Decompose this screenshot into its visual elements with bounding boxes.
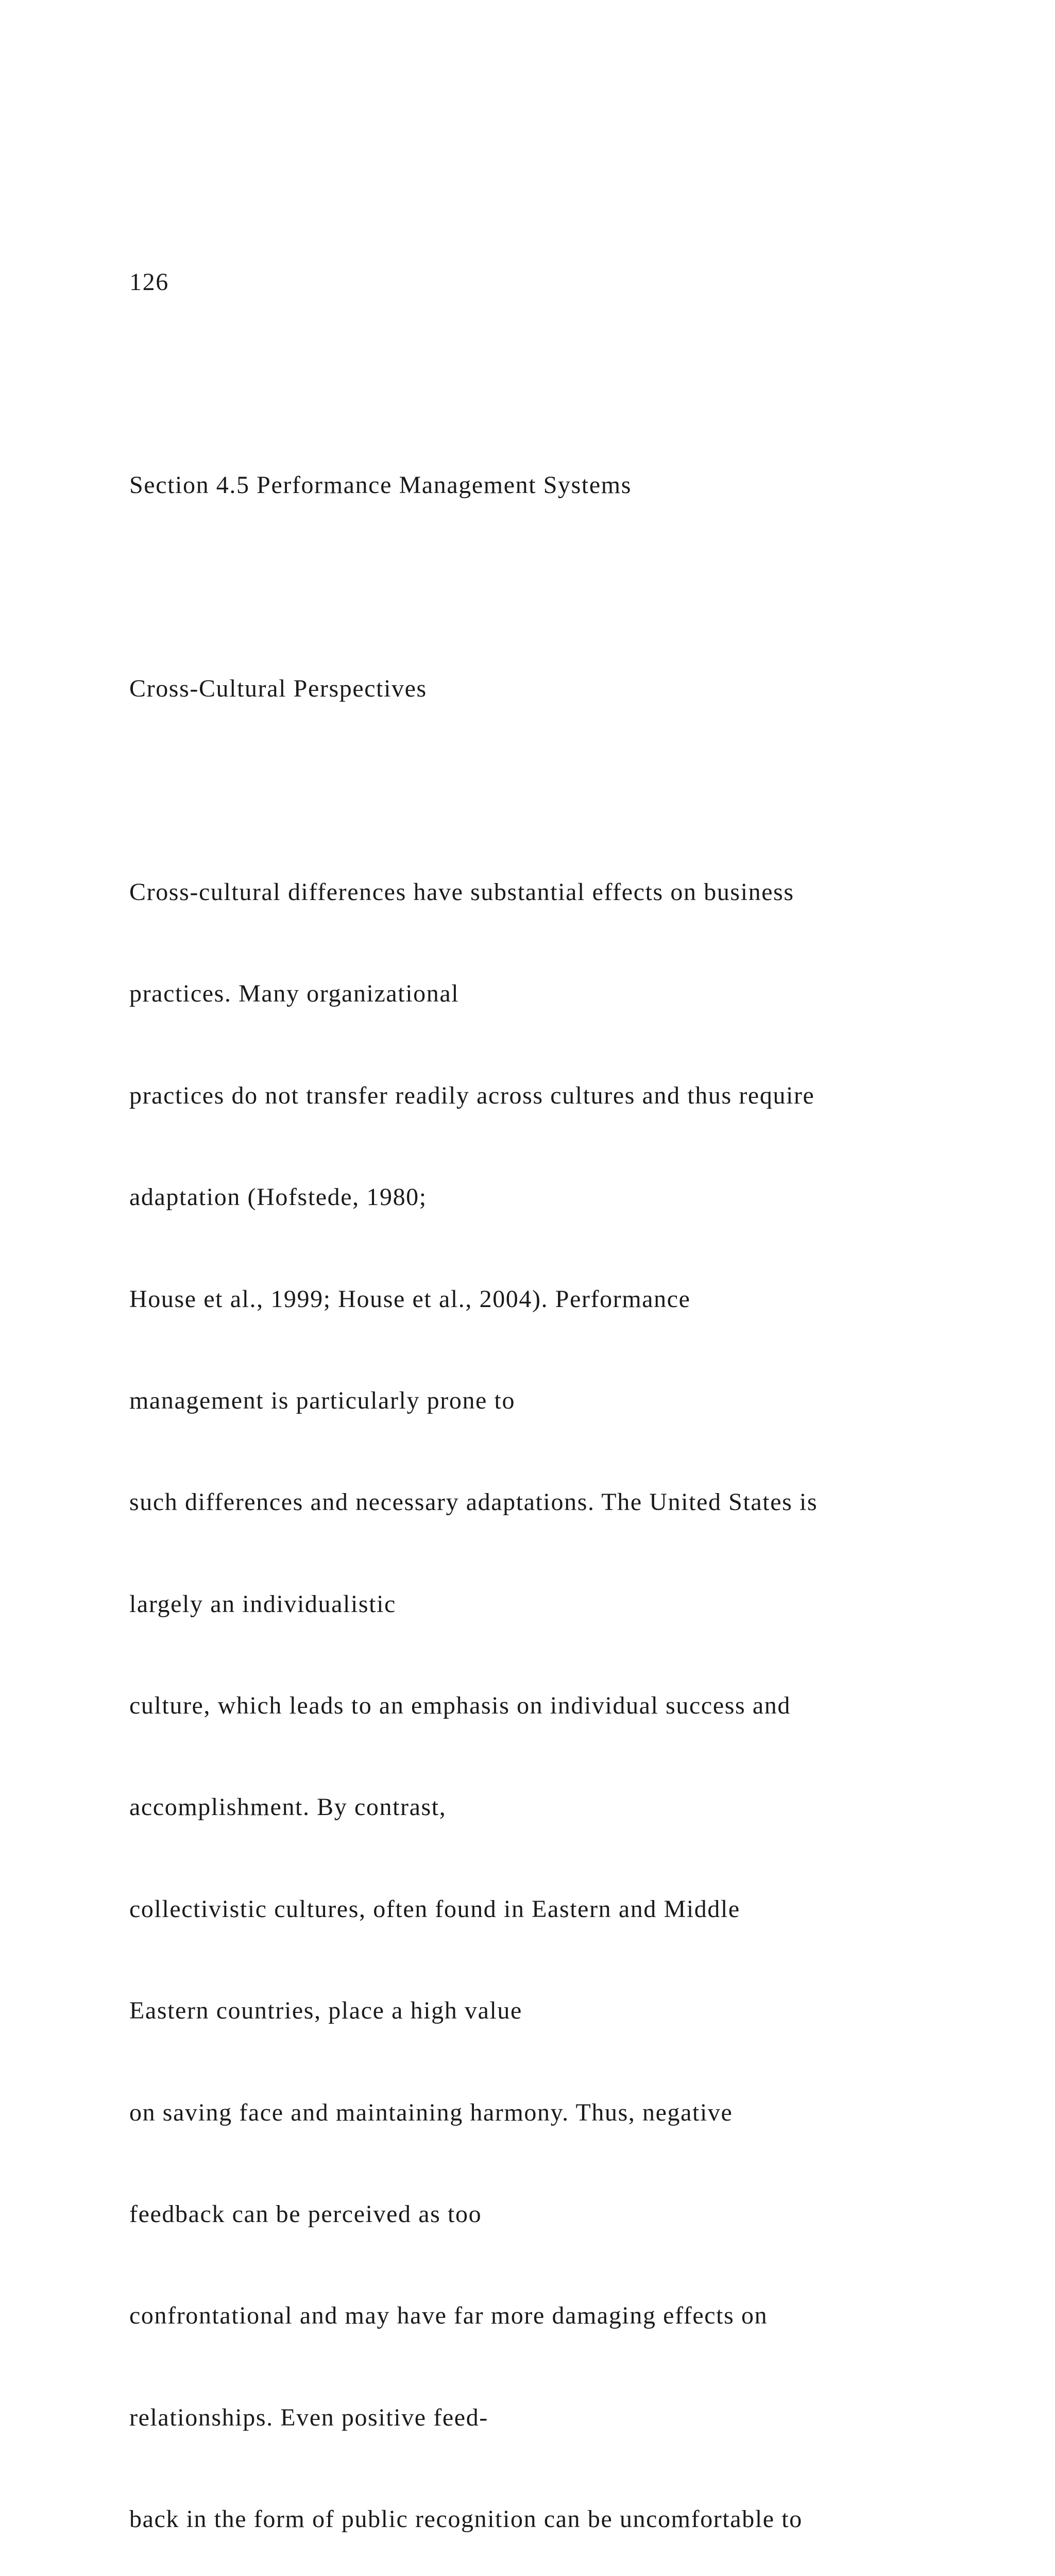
paragraph-line: Eastern countries, place a high value (129, 1997, 522, 2025)
paragraph-1 (129, 807, 1005, 2576)
page-number: 126 (129, 268, 169, 296)
paragraph-line: practices. Many organizational (129, 980, 460, 1008)
section-heading: Section 4.5 Performance Management Systems (129, 471, 632, 499)
spacer (129, 367, 1005, 401)
paragraph-line: back in the form of public recognition can be uncomfortable to (129, 2505, 803, 2533)
paragraph-line: accomplishment. By contrast, (129, 1793, 447, 1821)
paragraph-line: such differences and necessary adaptations. The United States is (129, 1488, 818, 1516)
paragraph-line: relationships. Even positive feed- (129, 2403, 488, 2431)
paragraph-line: feedback can be perceived as too (129, 2200, 482, 2228)
paragraph-line: adaptation (Hofstede, 1980; (129, 1183, 427, 1211)
subsection-title: Cross-Cultural Perspectives (129, 675, 427, 703)
paragraph-line: practices do not transfer readily across cultures and thus require (129, 1081, 815, 1109)
spacer (129, 570, 1005, 604)
paragraph-line: House et al., 1999; House et al., 2004). Performance (129, 1285, 691, 1313)
document-body (129, 197, 1005, 2576)
paragraph-line: largely an individualistic (129, 1590, 396, 1618)
paragraph-line: collectivistic cultures, often found in Eastern and Middle (129, 1895, 740, 1923)
paragraph-line: Cross-cultural differences have substantial effects on business (129, 878, 794, 906)
paragraph-line: management is particularly prone to (129, 1386, 516, 1414)
paragraph-line: confrontational and may have far more damaging effects on (129, 2302, 768, 2330)
paragraph-line: on saving face and maintaining harmony. Thus, negative (129, 2098, 733, 2126)
paragraph-line: culture, which leads to an emphasis on individual success and (129, 1692, 791, 1720)
